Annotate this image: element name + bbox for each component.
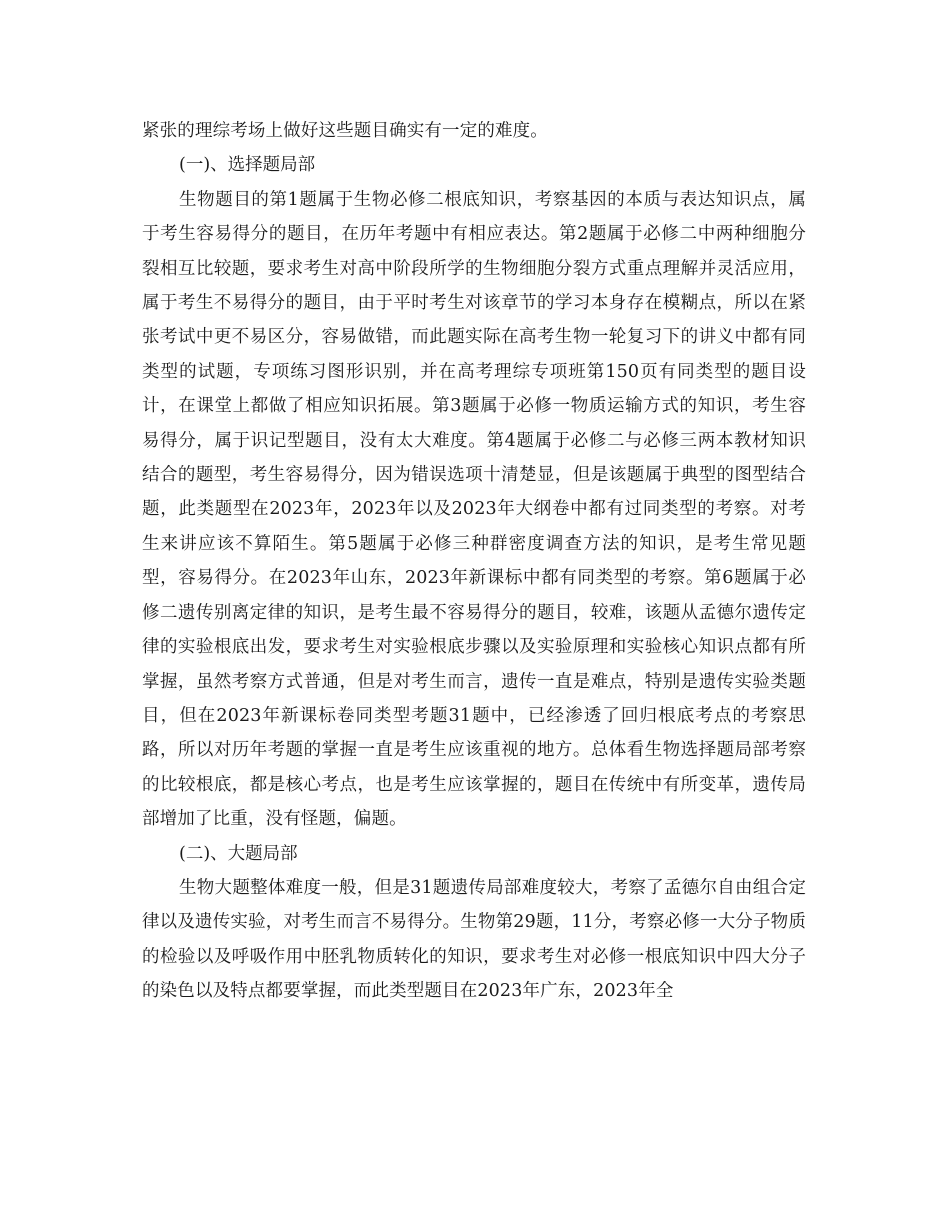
section-heading-choice-questions: (一)、选择题局部 xyxy=(179,155,316,176)
document-body xyxy=(142,114,806,1009)
intro-paragraph: 紧张的理综考场上做好这些题目确实有一定的难度。 xyxy=(142,121,548,141)
section-paragraph-choice-questions: 生物题目的第1题属于生物必修二根底知识，考察基因的本质与表达知识点，属于考生容易得分的题目，在历年考题中有相应表达。第2题属于必修二中两种细胞分裂相互比较题，要求考生对高中阶段所学的生物细胞分裂方式重点理解并灵活应用，属于考生不易得分的题目，由于平时考生对该章节的学习本身存在模糊点，所以在紧张考试中更不易区分，容易做错，而此题实际在高考生物一轮复习下的讲义中都有同类型的试题，专项练习图形识别，并在高考理综专项班第150页有同类型的题目设计，在课堂上都做了相应知识拓展。第3题属于必修一物质运输方式的知识，考生容易得分，属于识记型题目，没有太大难度。第4题属于必修二与必修三两本教材知识结合的题型，考生容易得分，因为错误选项十清楚显，但是该题属于典型的图型结合题，此类题型在2023年，2023年以及2023年大纲卷中都有过同类型的考察。对考生来讲应该不算陌生。第5题属于必修三种群密度调查方法的知识，是考生常见题型，容易得分。在2023年山东，2023年新课标中都有同类型的考察。第6题属于必修二遗传别离定律的知识，是考生最不容易得分的题目，较难，该题从孟德尔遗传定律的实验根底出发，要求考生对实验根底步骤以及实验原理和实验核心知识点都有所掌握，虽然考察方式普通，但是对考生而言，遗传一直是难点，特别是遗传实验类题目，但在2023年新课标卷同类型考题31题中，已经渗透了回归根底考点的考察思路，所以对历年考题的掌握一直是考生应该重视的地方。总体看生物选择题局部考察的比较根底，都是核心考点，也是考生应该掌握的，题目在传统中有所变革，遗传局部增加了比重，没有怪题，偏题。 xyxy=(142,189,806,830)
section-heading-major-questions: (二)、大题局部 xyxy=(179,843,298,864)
section-paragraph-major-questions: 生物大题整体难度一般，但是31题遗传局部难度较大，考察了孟德尔自由组合定律以及遗传实验，对考生而言不易得分。生物第29题，11分，考察必修一大分子物质的检验以及呼吸作用中胚乳物质转化的知识，要求考生对必修一根底知识中四大分子的染色以及特点都要掌握，而此类型题目在2023年广东，2023年全 xyxy=(142,877,806,1002)
